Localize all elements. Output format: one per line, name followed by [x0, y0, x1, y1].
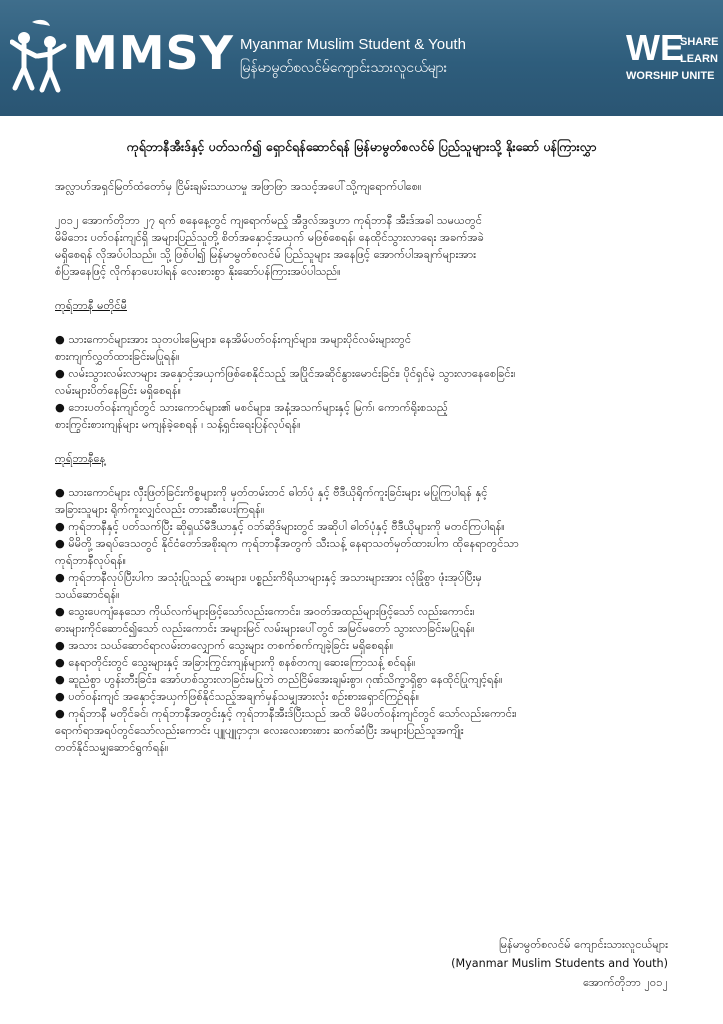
section1-line: စားကြွင်းစားကျန်များ မကျန်ခဲ့စေရန် ၊ သန့်ရှင်းရေးပြန်လုပ်ရန်။ [55, 418, 301, 431]
people-logo-icon [10, 16, 68, 96]
section2-line: သယ်ဆောင်ရန်။ [55, 588, 120, 601]
share-text: SHARE [680, 36, 719, 48]
section2-line: ● နေရာတိုင်းတွင် သွေးများနှင့် အခြားကြွင်းကျန်များကို စနစ်တကျ ဆေးကြောသန့် စင်ရန်။ [55, 656, 416, 669]
section2-line: ● ကုရ်ဘာနီနှင့် ပတ်သက်ပြီး ဆိုရှယ်မီဒီယာနှင့် ဝဘ်ဆိုဒ်များတွင် အဆိုပါ ဓါတ်ပုံနှင့် ဗီဒီယိုများကို မတင်ကြပါရန်။ [55, 520, 505, 533]
signature-org-english: (Myanmar Muslim Students and Youth) [451, 957, 668, 970]
we-logo: WE [626, 27, 684, 68]
document-body [55, 178, 685, 756]
section1-line: ● ဘေးပတ်ဝန်းကျင်တွင် သားကောင်များ၏ မစင်များ၊ အနံ့အသက်များနှင့် မြက်၊ ကောက်ရိုးစသည့် [55, 401, 448, 414]
section2-line: ကုရ်ဘာနီလုပ်ရန်။ [55, 554, 127, 567]
section2-line: ● ကုရ်ဘာနီလုပ်ပြီးပါက အသုံးပြုသည့် ဓားများ၊ ပစ္စည်းကိရိယာများနှင့် အသားများအား လုံခြုံစွာ ဖုံးအုပ်ပြီးမှ [55, 571, 482, 584]
section1-line: ● လမ်းသွားလမ်းလာများ အနှောင့်အယှက်ဖြစ်စေနိုင်သည့် အပြိုင်အဆိုင်နွားမောင်းခြင်း၊ ပိုင်ရှင်မဲ့ သွားလာနေစေခြင်း၊ [55, 367, 516, 380]
intro-line: မိမိဘေး ပတ်ဝန်းကျင်ရှိ အများပြည်သူတို့ စိတ်အနှောင့်အယှက် မဖြစ်စေရန်၊ နေထိုင်သွားလာရေး အခက်အခဲ [55, 231, 484, 244]
section-heading-before: ကုရ်ဘာနီ မတိုင်မီ [55, 299, 127, 312]
section2-line: အခြားသူများ ရိုက်ကူးလျှင်လည်း တားဆီးပေးကြရန်။ [55, 503, 265, 516]
worship-unite-text: WORSHIP UNITE [626, 70, 715, 82]
intro-line: ၂၀၁၂ အောက်တိုဘာ ၂၇ ရက် စနေနေ့တွင် ကျရောက်မည့် အီဒွလ်အဒ္ဒဟာ ကုရ်ဘာနီ အီးဒ်အခါ သမယတွင် [55, 214, 482, 227]
section-heading-day: ကုရ်ဘာနီနေ့ [55, 452, 106, 465]
section2-line: ● သွေးပေကျံနေသော ကိုယ်လက်များဖြင့်သော်လည်းကောင်း၊ အဝတ်အထည်များဖြင့်သော် လည်းကောင်း၊ [55, 605, 475, 618]
intro-line: မရှိစေရန် လိုအပ်ပါသည်။ သို့ ဖြစ်ပါ၍ မြန်မာမွတ်စလင်မ် ပြည်သူများ အနေဖြင့် အောက်ပါအချက်များအား [55, 248, 477, 261]
document-title: ကုရ်ဘာနီအီးဒ်နှင့် ပတ်သက်၍ ရှောင်ရန်ဆောင်ရန် မြန်မာမွတ်စလင်မ် ပြည်သူများသို့ နိုးဆော် ပန်ကြားလွှာ [126, 139, 597, 154]
section1-line: လမ်းများပိတ်နေခြင်း မရှိစေရန်။ [55, 384, 182, 397]
section2-line: ● ကုရ်ဘာနီ မတိုင်ခင်၊ ကုရ်ဘာနီအတွင်းနှင့် ကုရ်ဘာနီအီးဒ်ပြီးသည် အထိ မိမိပတ်ဝန်းကျင်တွင် သော်လည်းကောင်း၊ [55, 707, 517, 720]
section2-line: ဓားများကိုင်ဆောင်၍သော် လည်းကောင်း အများမြင် လမ်းများပေါ်တွင် အမြင်မတော် သွားလာခြင်းမပြုရန်။ [55, 622, 475, 635]
greeting: အလ္လာဟ်အရှင်မြတ်ထံတော်မှ ငြိမ်းချမ်းသာယာမှု အဖြာဖြာ အသင့်အပေါ်သို့ကျရောက်ပါစေ။ [55, 180, 422, 193]
signature-block [451, 935, 668, 992]
section1-line: စားကျက်လွှတ်ထားခြင်းမပြုရန်။ [55, 350, 180, 363]
learn-text: LEARN [680, 53, 718, 65]
intro-line: စံပြအနေဖြင့် လိုက်နာပေးပါရန် လေးစားစွာ နိုးဆော်ပန်ကြားအပ်ပါသည်။ [55, 265, 341, 278]
header-banner [0, 0, 723, 116]
brand-logo-text: MMSY [72, 26, 234, 80]
section1-line: ● သားကောင်များအား သုတပါးမြေများ၊ နေအိမ်ပတ်ဝန်းကျင်များ၊ အများပိုင်လမ်းများတွင် [55, 333, 412, 346]
section2-line: ● မိမိတို့ အရပ်ဒေသတွင် နိုင်ငံတော်အစိုးရက ကုရ်ဘာနီအတွက် သီးသန့် နေရာသတ်မှတ်ထားပါက ထိုနေရာတွင်သာ [55, 537, 519, 550]
org-name-myanmar: မြန်မာမွတ်စလင်မ်ကျောင်းသားလူငယ်များ [240, 60, 448, 76]
org-name-english: Myanmar Muslim Student & Youth [240, 36, 466, 53]
section2-line: ● ပတ်ဝန်းကျင် အနှောင့်အယှက်ဖြစ်နိုင်သည့်အချက်မှန်သမျှအားလုံး စဉ်းစားရှောင်ကြဉ်ရန်။ [55, 690, 420, 703]
section2-line: ● သားကောင်များ လှီးဖြတ်ခြင်းကိစ္စများကို မှတ်တမ်းတင် ဓါတ်ပုံ နှင့် ဗီဒီယိုရိုက်ကူးခြင်းများ မပြုကြပါရန် နှင့် [55, 486, 488, 499]
section2-line: ရောက်ရာအရပ်တွင်သော်လည်းကောင်း ပျူပျူငှာငှာ၊ လေးလေးစားစား ဆက်ဆံပြီး အများပြည်သူအကျိုး [55, 724, 464, 737]
signature-date: အောက်တိုဘာ ၂၀၁၂ [583, 976, 668, 989]
signature-org-myanmar: မြန်မာမွတ်စလင်မ် ကျောင်းသားလူငယ်များ [498, 938, 668, 951]
section2-line: ● ဆူညံစွာ ဟွန်းတီးခြင်း၊ အော်ဟစ်သွားလာခြင်းမပြုဘဲ တည်ငြိမ်အေးချမ်းစွာ၊ ဂုဏ်သိက္ခာရှိစွာ နေထိုင်ပြုကျင့်ရန်။ [55, 673, 503, 686]
section2-line: ● အသား သယ်ဆောင်ရာလမ်းတလျှောက် သွေးများ တစက်စက်ကျခဲ့ခြင်း မရှိစေရန်။ [55, 639, 394, 652]
section2-line: တတ်နိုင်သမျှဆောင်ရွက်ရန်။ [55, 741, 169, 754]
